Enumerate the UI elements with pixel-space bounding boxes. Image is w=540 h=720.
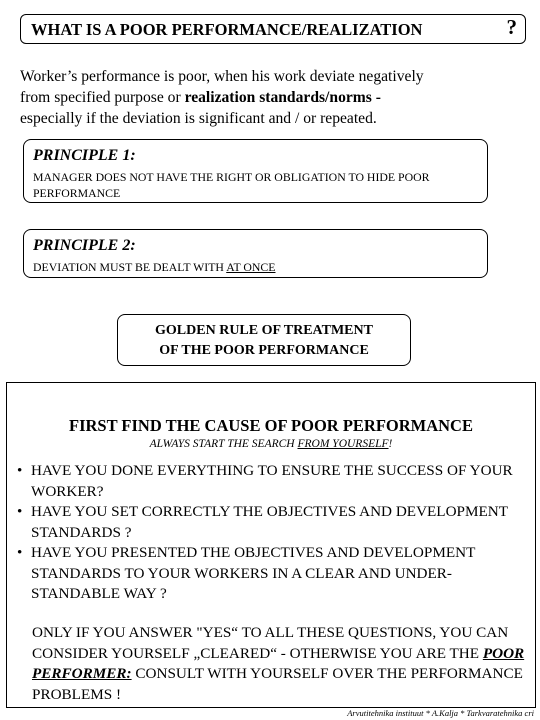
section-subheading-underlined: FROM YOURSELF xyxy=(297,438,389,450)
bullet-icon: • xyxy=(17,544,23,561)
conclusion-paragraph xyxy=(32,623,527,705)
section-subheading-end: ! xyxy=(388,438,393,450)
intro-line-3: especially if the deviation is significant and / or repeated. xyxy=(20,110,377,127)
intro-paragraph xyxy=(20,66,520,129)
list-item xyxy=(17,461,517,502)
bullet-icon: • xyxy=(17,462,23,479)
principle-2-body xyxy=(33,259,473,275)
title-box xyxy=(20,14,526,44)
section-heading: FIRST FIND THE CAUSE OF POOR PERFORMANCE xyxy=(69,416,473,435)
list-item xyxy=(17,543,517,605)
title-question-mark: ? xyxy=(506,15,517,39)
principle-2-heading: PRINCIPLE 2: xyxy=(33,237,136,254)
principle-2-box xyxy=(23,229,488,278)
cause-section-box xyxy=(6,382,536,708)
conclusion-emphasis: POOR PERFORMER: xyxy=(32,644,525,682)
golden-rule-box xyxy=(117,314,411,366)
principle-2-body-text: DEVIATION MUST BE DEALT WITH xyxy=(33,260,227,274)
question-text: HAVE YOU SET CORRECTLY THE OBJECTIVES AND DEVELOPMENT STANDARDS ? xyxy=(31,503,508,541)
conclusion-text-end: CONSULT WITH YOURSELF OVER THE PERFORMANCE PROBLEMS ! xyxy=(32,665,523,703)
intro-line-2 xyxy=(20,87,520,108)
question-text: HAVE YOU DONE EVERYTHING TO ENSURE THE SUCCESS OF YOUR WORKER? xyxy=(31,462,513,500)
golden-rule-line-1: GOLDEN RULE OF TREATMENT xyxy=(155,323,373,338)
section-subheading xyxy=(7,438,535,450)
intro-line-1: Worker’s performance is poor, when his work deviate negatively xyxy=(20,68,424,85)
question-list xyxy=(17,461,517,605)
principle-1-heading: PRINCIPLE 1: xyxy=(33,147,136,164)
principle-1-box xyxy=(23,139,488,203)
page-title: WHAT IS A POOR PERFORMANCE/REALIZATION xyxy=(31,20,423,39)
principle-2-body-underlined: AT ONCE xyxy=(226,260,276,274)
golden-rule-line-2: OF THE POOR PERFORMANCE xyxy=(159,343,369,358)
section-subheading-text: ALWAYS START THE SEARCH xyxy=(149,438,298,450)
footer-credit: Arvutitehnika instituut * A.Kalja * Tarkvaratehnika cri xyxy=(347,708,534,718)
principle-1-body: MANAGER DOES NOT HAVE THE RIGHT OR OBLIGATION TO HIDE POOR PERFORMANCE xyxy=(33,170,430,200)
list-item xyxy=(17,502,517,543)
bullet-icon: • xyxy=(17,503,23,520)
conclusion-text: ONLY IF YOU ANSWER "YES“ TO ALL THESE QUESTIONS, YOU CAN CONSIDER YOURSELF „CLEARED“ - OTHERWISE YOU ARE THE xyxy=(32,624,509,662)
question-text: HAVE YOU PRESENTED THE OBJECTIVES AND DEVELOPMENT STANDARDS TO YOUR WORKERS IN A CLEAR AND UNDER-STANDABLE WAY ? xyxy=(31,544,476,602)
intro-line-2-bold: realization standards/norms - xyxy=(184,89,381,106)
intro-line-2-text: from specified purpose or xyxy=(20,89,185,106)
